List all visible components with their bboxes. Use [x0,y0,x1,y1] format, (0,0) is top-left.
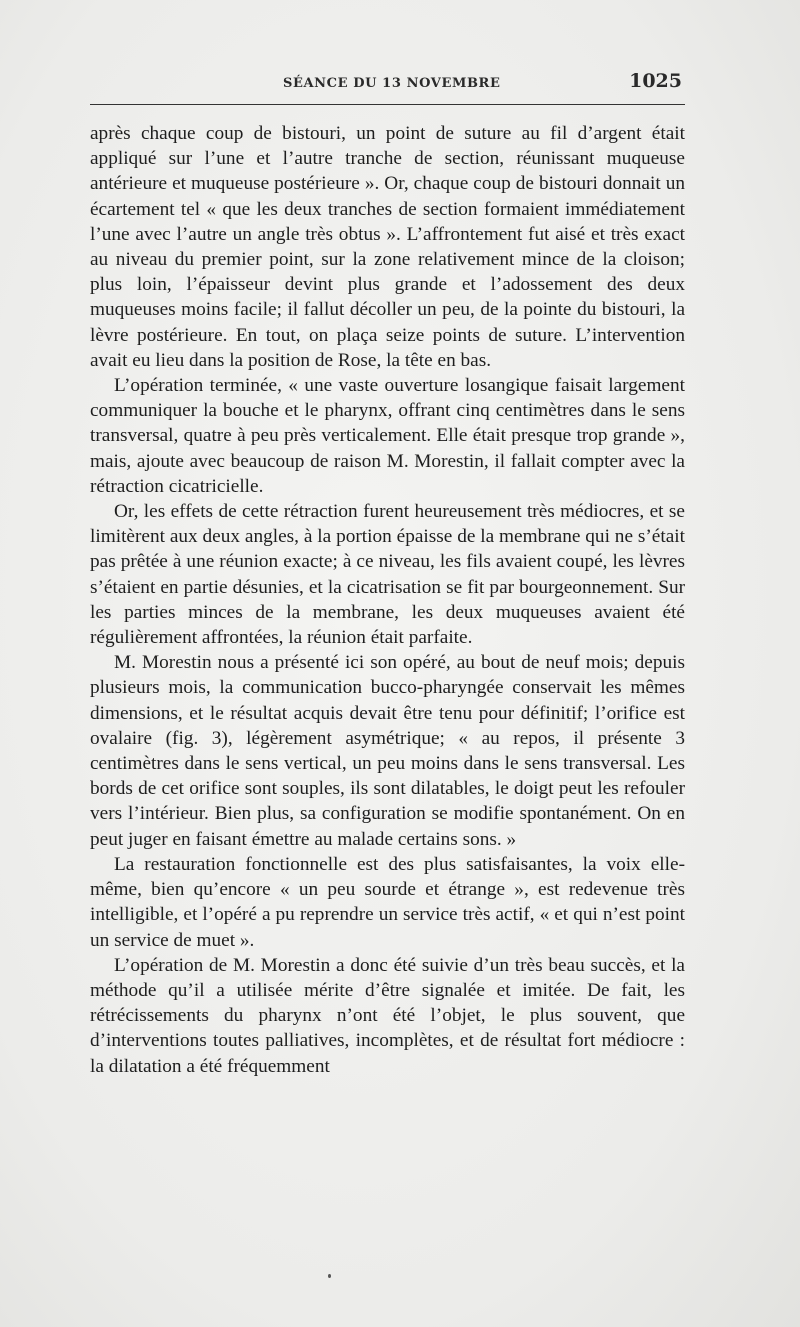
running-title: SÉANCE DU 13 NOVEMBRE [283,76,501,91]
paragraph-3: Or, les effets de cette rétraction furent heureusement très médiocres, et se limitèrent aux deux angles, à la portion épaisse de la membrane qui ne s’était pas prêtée à une réunion exacte; à ce niveau, les fils avaient coupé, les lèvres s’étaient en partie désunies, et la cicatrisation se fit par bourgeonnement. Sur les parties minces de la membrane, les deux muqueuses avaient été régulièrement affrontées, la réunion était parfaite. [90,501,685,649]
paragraph-2: L’opération terminée, « une vaste ouverture losangique faisait largement communiquer la bouche et le pharynx, offrant cinq centimètres dans le sens transversal, quatre à peu près verticalement. Elle était presque trop grande », mais, ajoute avec beaucoup de raison M. Morestin, il fallait compter avec la rétraction cicatricielle. [90,375,685,497]
page-number: 1025 [629,70,682,92]
ink-speck [328,1274,331,1278]
header-rule [90,104,685,105]
paragraph-4: M. Morestin nous a présenté ici son opéré, au bout de neuf mois; depuis plusieurs mois, la communication bucco-pharyngée conservait les mêmes dimensions, et le résultat acquis devait être tenu pour définitif; l’orifice est ovalaire (fig. 3), légèrement asymétrique; « au repos, il présente 3 centimètres dans le sens vertical, un peu moins dans le sens transversal. Les bords de cet orifice sont souples, ils sont dilatables, le doigt peut les refouler vers l’intérieur. Bien plus, sa configuration se modifie spontanément. On en peut juger en faisant émettre au malade certains sons. » [90,652,685,850]
running-head [90,64,685,92]
paragraph-6: L’opération de M. Morestin a donc été suivie d’un très beau succès, et la méthode qu’il a utilisée mérite d’être signalée et imitée. De fait, les rétrécissements du pharynx n’ont été l’objet, le plus souvent, que d’interventions toutes palliatives, incomplètes, et de résultat fort médiocre : la dilatation a été fréquemment [90,954,685,1077]
paragraph-1: après chaque coup de bistouri, un point de suture au fil d’argent était appliqué sur l’une et l’autre tranche de section, réunissant muqueuse antérieure et muqueuse postérieure ». Or, chaque coup de bistouri donnait un écartement tel « que les deux tranches de section formaient immédiatement l’une avec l’autre un angle très obtus ». L’affrontement fut aisé et très exact au niveau du premier point, sur la zone relativement mince de la cloison; plus loin, l’épaisseur devint plus grande et l’adossement des deux muqueuses moins facile; il fallut décoller un peu, de la pointe du bistouri, la lèvre postérieure. En tout, on plaça seize points de suture. L’intervention avait eu lieu dans la position de Rose, la tête en bas. [90,123,685,371]
paragraph-5: La restauration fonctionnelle est des plus satisfaisantes, la voix elle-même, bien qu’encore « un peu sourde et étrange », est redevenue très intelligible, et l’opéré a pu reprendre un service très actif, « et qui n’est point un service de muet ». [90,853,685,951]
body-text [90,121,685,1079]
